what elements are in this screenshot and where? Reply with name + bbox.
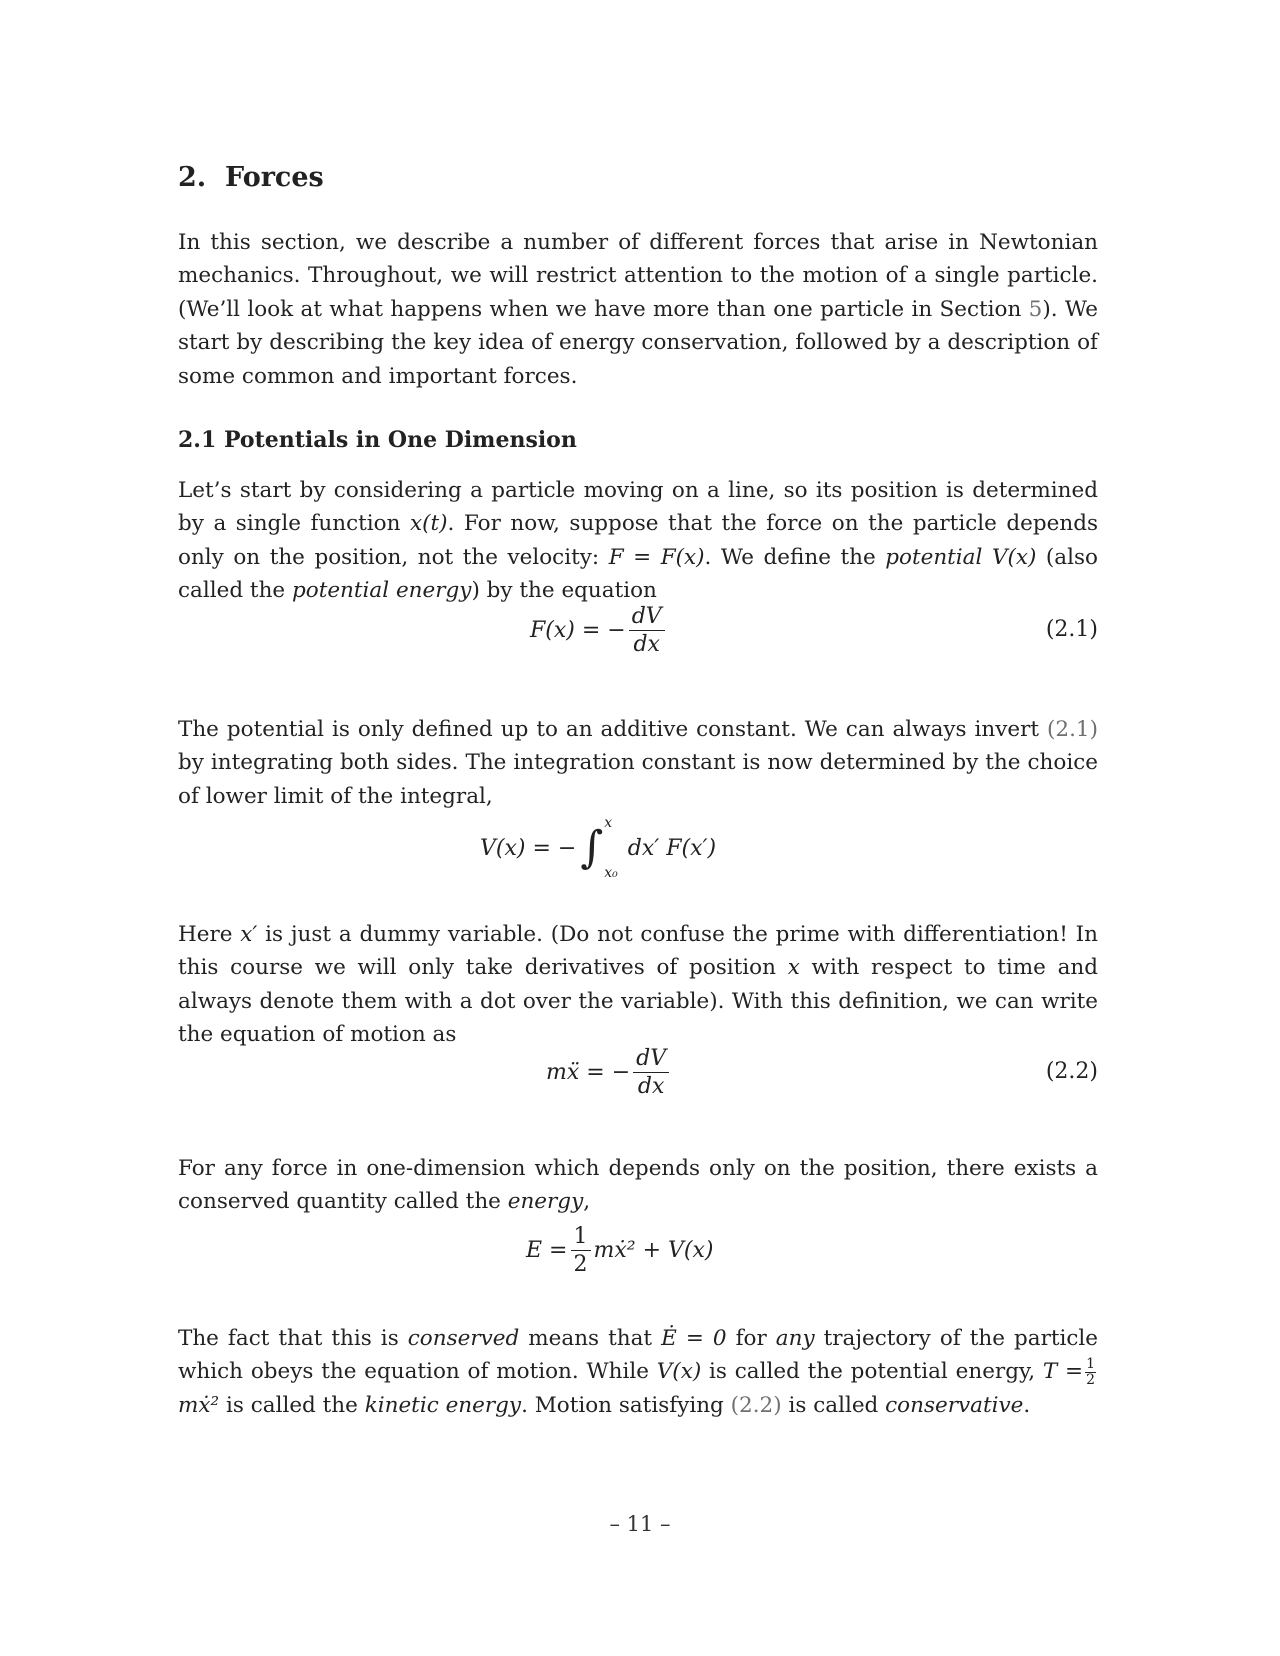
text: In this section, we describe a number of different forces that arise in Newtonian mechanics. Throughout, we will restrict attention to the motion of a single particle. (We’ll look at what happens when we have more than one particle in Section xyxy=(178,230,1098,322)
fraction-numerator: dV xyxy=(633,1045,669,1073)
fraction xyxy=(629,603,665,658)
equation-number: (2.2) xyxy=(1045,1059,1098,1084)
lower-limit: x₀ xyxy=(604,865,618,881)
equation-number: (2.1) xyxy=(1045,617,1098,642)
fraction-numerator: 1 xyxy=(1086,1355,1095,1372)
math: x(t) xyxy=(409,511,448,537)
paragraph-conservative xyxy=(178,1322,1098,1422)
eq-lhs: V(x) = − xyxy=(480,835,577,861)
text: . For now, suppose that the force on the particle depends only on the position, not the velocity: xyxy=(178,511,1098,570)
text: is called the potential energy, xyxy=(701,1359,1043,1385)
fraction-denominator: 2 xyxy=(573,1251,588,1277)
upper-limit: x xyxy=(604,815,613,831)
text: . Motion satisfying xyxy=(521,1392,731,1418)
math: Ė = 0 xyxy=(661,1326,727,1351)
text: is called the xyxy=(219,1392,365,1418)
fraction-denominator: dx xyxy=(633,631,660,657)
emphasis: potential energy xyxy=(291,578,472,604)
text: For any force in one-dimension which depends only on the position, there exists a conserved quantity called the xyxy=(178,1156,1098,1215)
text: The potential is only defined up to an additive constant. We can always invert xyxy=(178,717,1048,742)
math: mẋ² xyxy=(178,1392,220,1418)
math: x′ xyxy=(240,922,258,947)
paragraph-potential-definition xyxy=(178,474,1098,608)
paragraph-invert xyxy=(178,713,1098,813)
text: by integrating both sides. The integration constant is now determined by the choice of lower limit of the integral, xyxy=(178,750,1098,809)
text: for xyxy=(726,1326,776,1351)
equation-2-1 xyxy=(178,598,1098,662)
integrand: dx′ F(x′) xyxy=(627,835,717,861)
section-heading xyxy=(178,162,1098,193)
paragraph-energy xyxy=(178,1152,1098,1219)
inline-fraction xyxy=(1085,1357,1096,1388)
section-number: 2. xyxy=(178,162,207,193)
text: Let’s start by considering a particle moving on a line, so its position is determined by a single function xyxy=(178,478,1098,537)
text: trajectory of the particle which obeys the equation of motion. While xyxy=(178,1326,1098,1385)
emphasis: conserved xyxy=(407,1326,520,1351)
emphasis: any xyxy=(775,1326,815,1351)
subsection-title: Potentials in One Dimension xyxy=(223,427,577,453)
text: is just a dummy variable. (Do not confuse the prime with differentiation! In this course we will only take derivatives of position xyxy=(178,922,1098,981)
eq-lhs: E = xyxy=(526,1237,568,1263)
text: is called xyxy=(781,1392,886,1418)
math: F = F(x) xyxy=(608,544,705,570)
page-number: – 11 – xyxy=(609,1512,671,1536)
text: , xyxy=(583,1189,591,1215)
fraction-half xyxy=(571,1223,591,1278)
eq-lhs: F(x) = − xyxy=(530,617,626,643)
text: means that xyxy=(519,1326,662,1351)
fraction xyxy=(633,1045,669,1100)
text: . We define the xyxy=(704,544,886,570)
math: x xyxy=(787,955,800,981)
text: . xyxy=(1023,1392,1031,1418)
emphasis: energy xyxy=(507,1189,584,1215)
equation-2-2 xyxy=(178,1040,1098,1104)
paragraph-dummy-variable xyxy=(178,918,1098,1052)
section-title: Forces xyxy=(225,162,324,193)
fraction-numerator: 1 xyxy=(571,1223,591,1251)
integral-sign: ∫ x x₀ xyxy=(580,815,618,881)
math: T = xyxy=(1042,1359,1084,1385)
text: The fact that this is xyxy=(178,1326,408,1351)
text: Here xyxy=(178,922,241,947)
subsection-heading xyxy=(178,427,1098,453)
math: V(x) xyxy=(991,544,1037,570)
equation-energy xyxy=(178,1218,1098,1282)
text: with respect to time and always denote them with a dot over the variable). With this definition, we can write the equation of motion as xyxy=(178,955,1099,1048)
text: ). We start by describing the key idea of energy conservation, followed by a description of some common and important forces. xyxy=(178,296,1098,389)
text: (also called the xyxy=(178,544,1098,604)
fraction-denominator: dx xyxy=(637,1073,665,1099)
fraction-numerator: dV xyxy=(629,603,665,631)
text: ) by the equation xyxy=(471,578,657,604)
integral-limits xyxy=(604,815,618,881)
equation-link[interactable]: (2.2) xyxy=(730,1392,782,1418)
fraction-denominator: 2 xyxy=(1086,1371,1095,1388)
eq-rhs: mẋ² + V(x) xyxy=(593,1237,714,1263)
equation-integral xyxy=(178,812,1098,884)
math: V(x) xyxy=(656,1359,702,1385)
emphasis: kinetic energy xyxy=(364,1392,522,1418)
eq-lhs: mẍ = − xyxy=(546,1059,631,1085)
emphasis: potential xyxy=(885,544,983,570)
equation-link[interactable]: (2.1) xyxy=(1047,717,1098,742)
intro-paragraph xyxy=(178,226,1098,393)
emphasis: conservative xyxy=(885,1392,1024,1418)
subsection-number: 2.1 xyxy=(178,427,217,453)
section-link[interactable]: 5 xyxy=(1028,296,1043,322)
